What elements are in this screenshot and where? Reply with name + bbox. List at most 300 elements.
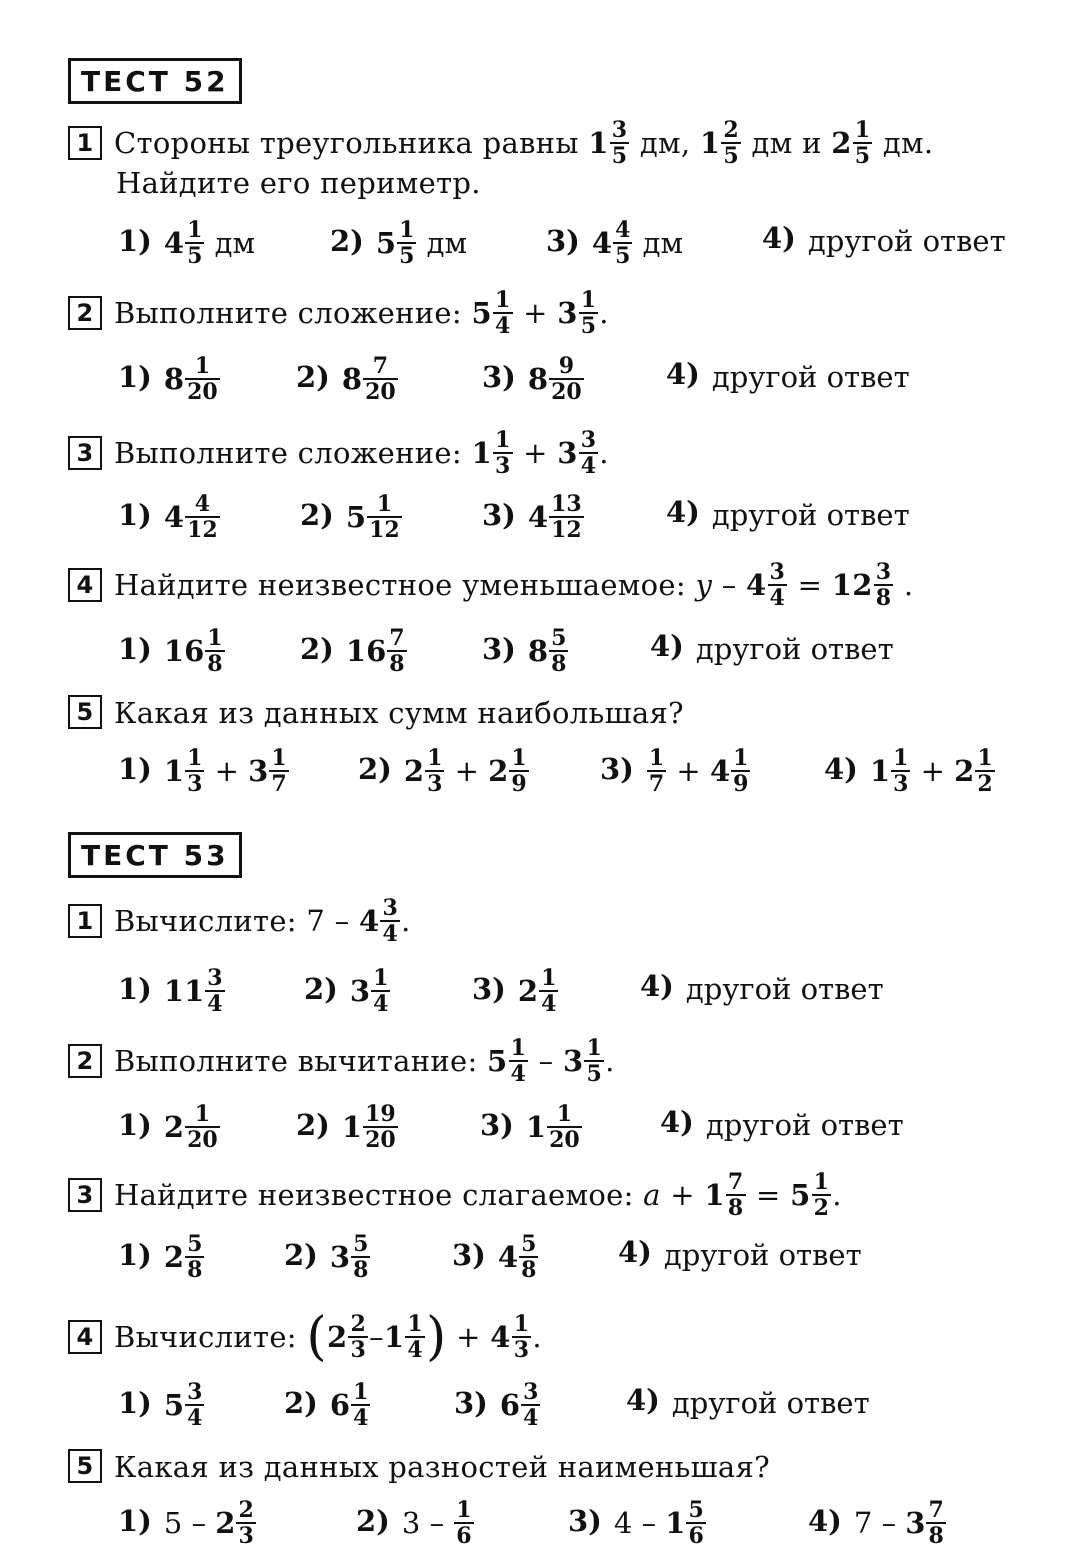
- fraction-numerator: 9: [549, 354, 584, 380]
- mixed-number-whole: 1: [163, 754, 185, 788]
- text-segment: Найдите неизвестное слагаемое:: [114, 1178, 644, 1212]
- fraction-numerator: 1: [813, 1169, 830, 1195]
- fraction-denominator: 9: [733, 771, 749, 797]
- fraction-denominator: 20: [187, 379, 218, 405]
- answer-option: [118, 218, 255, 268]
- mixed-number-whole: 16: [163, 634, 205, 668]
- answer-expression: [592, 218, 683, 268]
- fraction-numerator: 1: [510, 1035, 527, 1061]
- fraction-numerator: 1: [399, 217, 415, 243]
- fraction-numerator: 1: [271, 745, 287, 771]
- question-text: [114, 428, 609, 478]
- text-segment: 3 –: [401, 1506, 454, 1540]
- text-segment: Выполните сложение:: [114, 296, 472, 330]
- fraction-numerator: 1: [187, 745, 203, 771]
- fraction-denominator: 5: [854, 143, 871, 169]
- answer-number: 1): [118, 752, 152, 786]
- fraction-numerator: 5: [187, 1231, 203, 1257]
- answer-expression: [808, 219, 1006, 261]
- fraction-numerator: 1: [494, 287, 511, 313]
- answer-options: [118, 1379, 1018, 1431]
- fraction-numerator: 1: [977, 745, 993, 771]
- fraction-denominator: 4: [353, 1405, 369, 1431]
- mixed-number-whole: 16: [345, 634, 387, 668]
- text-segment: другой ответ: [705, 1108, 904, 1142]
- fraction: [185, 218, 204, 268]
- fraction-denominator: 9: [511, 771, 527, 797]
- answer-number: 4): [626, 1383, 660, 1417]
- answer-option: [118, 1102, 221, 1152]
- text-segment: Вычислите: 7 –: [114, 904, 359, 938]
- question-number-box: 2: [68, 1044, 102, 1078]
- fraction-numerator: 3: [875, 559, 892, 585]
- answer-number: 2): [296, 360, 330, 394]
- fraction: [493, 288, 513, 338]
- fraction-numerator: 7: [389, 625, 405, 651]
- mixed-number-whole: 3: [905, 1506, 926, 1540]
- question-number-box: 3: [68, 436, 102, 470]
- answer-expression: [330, 1232, 372, 1282]
- answer-number: 3): [454, 1386, 488, 1420]
- answer-option: [118, 1232, 205, 1282]
- text-segment: другой ответ: [711, 360, 910, 394]
- answer-option: [118, 746, 290, 796]
- fraction-numerator: 1: [207, 625, 223, 651]
- text-segment: .: [599, 296, 609, 330]
- answer-number: 1): [118, 1386, 152, 1420]
- variable: y: [695, 568, 713, 602]
- mixed-number-whole: 1: [383, 1320, 405, 1354]
- fraction-numerator: 13: [551, 491, 582, 517]
- mixed-number-whole: 2: [326, 1320, 348, 1354]
- answer-expression: [342, 354, 399, 404]
- answer-expression: [164, 1232, 206, 1282]
- fraction: [348, 1312, 368, 1362]
- fraction: [363, 1102, 398, 1152]
- mixed-number-whole: 6: [499, 1388, 521, 1422]
- variable: a: [643, 1178, 661, 1212]
- answer-option: [482, 492, 585, 542]
- answer-number: 3): [452, 1238, 486, 1272]
- answer-expression: [164, 492, 221, 542]
- fraction-denominator: 2: [813, 1195, 830, 1221]
- fraction: [185, 1380, 204, 1430]
- fraction-denominator: 4: [382, 921, 399, 947]
- answer-number: 3): [546, 224, 580, 258]
- fraction-denominator: 3: [238, 1523, 254, 1549]
- answer-expression: [706, 1103, 904, 1145]
- fraction-numerator: 1: [185, 1102, 220, 1128]
- answer-number: 3): [482, 360, 516, 394]
- answer-expression: [870, 746, 996, 796]
- answer-number: 3): [482, 632, 516, 666]
- text-segment: =: [746, 1178, 791, 1212]
- answer-expression: [500, 1380, 542, 1430]
- fraction: [521, 1380, 540, 1430]
- answer-expression: [342, 1102, 399, 1152]
- answer-number: 3): [568, 1504, 602, 1538]
- answer-option: [118, 492, 221, 542]
- mixed-number-whole: 1: [665, 1506, 686, 1540]
- parenthesis: (: [306, 1307, 327, 1367]
- mixed-number-whole: 5: [790, 1178, 811, 1212]
- fraction-denominator: 3: [893, 771, 909, 797]
- mixed-number-whole: 4: [709, 754, 731, 788]
- question-text: [114, 560, 913, 610]
- fraction: [926, 1498, 945, 1548]
- text-segment: другой ответ: [671, 1386, 870, 1420]
- fraction-denominator: 5: [399, 243, 415, 269]
- text-segment: Какая из данных разностей наименьшая?: [114, 1450, 770, 1484]
- fraction-denominator: 3: [513, 1337, 530, 1363]
- answer-number: 3): [472, 972, 506, 1006]
- fraction: [891, 746, 910, 796]
- fraction-numerator: 3: [207, 965, 223, 991]
- fraction-denominator: 20: [549, 1127, 580, 1153]
- mixed-number-whole: 4: [527, 500, 549, 534]
- answer-expression: [518, 966, 560, 1016]
- mixed-number-whole: 4: [490, 1320, 511, 1354]
- answer-expression: [528, 492, 585, 542]
- answer-expression: [346, 626, 408, 676]
- answer-number: 1): [118, 1238, 152, 1272]
- answer-number: 3): [482, 498, 516, 532]
- answer-option: [356, 1498, 475, 1548]
- answer-option: [284, 1380, 371, 1430]
- text-segment: Выполните вычитание:: [114, 1044, 488, 1078]
- question-line: [68, 690, 684, 733]
- answer-options: [118, 745, 1018, 797]
- answer-number: 2): [296, 1108, 330, 1142]
- fraction-numerator: 7: [928, 1497, 944, 1523]
- fraction-denominator: 4: [187, 1405, 203, 1431]
- text-segment: +: [445, 754, 489, 788]
- answer-options: [118, 625, 1018, 677]
- answer-number: 2): [356, 1504, 390, 1538]
- fraction-denominator: 12: [551, 517, 582, 543]
- fraction: [371, 966, 390, 1016]
- answer-option: [358, 746, 530, 796]
- answer-option: [118, 966, 226, 1016]
- fraction: [584, 1036, 604, 1086]
- fraction-denominator: 2: [977, 771, 993, 797]
- fraction: [975, 746, 994, 796]
- text-segment: .: [532, 1320, 542, 1354]
- mixed-number-whole: 3: [349, 974, 371, 1008]
- answer-number: 4): [762, 221, 796, 255]
- fraction-denominator: 3: [427, 771, 443, 797]
- answer-option: [640, 966, 884, 1009]
- answer-number: 1): [118, 498, 152, 532]
- fraction: [726, 1170, 746, 1220]
- answer-option: [626, 1380, 870, 1423]
- test-title: ТЕСТ 52: [68, 58, 242, 104]
- fraction: [549, 354, 584, 404]
- fraction-denominator: 12: [369, 517, 400, 543]
- answer-option: [600, 746, 751, 796]
- fraction-denominator: 3: [494, 453, 511, 479]
- fraction-denominator: 8: [551, 651, 567, 677]
- answer-option: [118, 1498, 257, 1548]
- answer-expression: [164, 1102, 221, 1152]
- answer-number: 1): [118, 1504, 152, 1538]
- text-segment: +: [513, 436, 558, 470]
- answer-number: 1): [118, 972, 152, 1006]
- text-segment: .: [401, 904, 411, 938]
- answer-option: [650, 626, 894, 669]
- answer-number: 1): [118, 224, 152, 258]
- answer-number: 2): [284, 1238, 318, 1272]
- fraction-denominator: 8: [928, 1523, 944, 1549]
- question-text: [114, 691, 684, 733]
- answer-option: [824, 746, 996, 796]
- question-line: [68, 1170, 842, 1220]
- answer-expression: [664, 1233, 862, 1275]
- answer-number: 2): [330, 224, 364, 258]
- question-text: [114, 1170, 842, 1220]
- fraction-numerator: 3: [611, 117, 628, 143]
- mixed-number-whole: 11: [163, 974, 205, 1008]
- question-number-box: 4: [68, 1320, 102, 1354]
- text-segment: дм и: [742, 126, 832, 160]
- answer-expression: [346, 492, 403, 542]
- answer-option: [666, 354, 910, 397]
- mixed-number-whole: 3: [248, 754, 269, 788]
- answer-expression: [696, 627, 894, 669]
- fraction-numerator: 1: [893, 745, 909, 771]
- answer-number: 3): [600, 752, 634, 786]
- fraction-numerator: 3: [580, 427, 597, 453]
- text-segment: другой ответ: [685, 972, 884, 1006]
- text-segment: 4 –: [613, 1506, 666, 1540]
- fraction: [549, 626, 568, 676]
- fraction-numerator: 1: [854, 117, 871, 143]
- fraction: [380, 896, 400, 946]
- question-number-box: 5: [68, 695, 102, 729]
- answer-option: [300, 492, 403, 542]
- text-segment: +: [911, 754, 955, 788]
- answer-number: 4): [640, 969, 674, 1003]
- fraction: [405, 1312, 425, 1362]
- fraction-numerator: 1: [586, 1035, 603, 1061]
- question-number-box: 5: [68, 1449, 102, 1483]
- fraction-denominator: 6: [688, 1523, 704, 1549]
- fraction-denominator: 3: [350, 1337, 367, 1363]
- mixed-number-whole: 2: [403, 754, 425, 788]
- text-segment: дм: [417, 226, 468, 260]
- fraction: [539, 966, 558, 1016]
- mixed-number-whole: 2: [163, 1110, 185, 1144]
- answer-options: [118, 353, 1018, 405]
- answer-option: [304, 966, 391, 1016]
- answer-number: 4): [824, 752, 858, 786]
- fraction-denominator: 20: [365, 379, 396, 405]
- answer-option: [296, 1102, 399, 1152]
- answer-option: [482, 626, 569, 676]
- fraction-numerator: 1: [494, 427, 511, 453]
- question-text: [114, 1445, 770, 1487]
- fraction: [579, 288, 599, 338]
- answer-options: [118, 965, 1018, 1017]
- fraction-denominator: 4: [373, 991, 389, 1017]
- answer-number: 4): [666, 357, 700, 391]
- fraction-denominator: 8: [875, 585, 892, 611]
- answer-number: 2): [358, 752, 392, 786]
- mixed-number-whole: 5: [375, 226, 397, 260]
- text-segment: дм,: [630, 126, 700, 160]
- answer-number: 1): [118, 632, 152, 666]
- text-segment: .: [832, 1178, 842, 1212]
- fraction-denominator: 12: [187, 517, 218, 543]
- fraction-numerator: 1: [367, 492, 402, 518]
- fraction-denominator: 3: [187, 771, 203, 797]
- fraction: [853, 118, 873, 168]
- mixed-number-whole: 3: [557, 436, 578, 470]
- answer-number: 2): [300, 498, 334, 532]
- question-number-box: 3: [68, 1178, 102, 1212]
- fraction-denominator: 4: [523, 1405, 539, 1431]
- answer-expression: [164, 354, 221, 404]
- fraction-numerator: 5: [551, 625, 567, 651]
- question-text: [116, 161, 481, 203]
- text-segment: другой ответ: [807, 224, 1006, 258]
- fraction: [721, 118, 741, 168]
- fraction-numerator: 1: [648, 745, 665, 771]
- question-text: [114, 1307, 542, 1367]
- question-line: [68, 288, 609, 338]
- fraction: [549, 492, 584, 542]
- fraction: [367, 492, 402, 542]
- mixed-number-whole: 1: [471, 436, 492, 470]
- answer-expression: [528, 354, 585, 404]
- answer-expression: [646, 746, 752, 796]
- answer-number: 2): [304, 972, 338, 1006]
- text-segment: +: [446, 1320, 491, 1354]
- fraction: [610, 118, 630, 168]
- fraction: [768, 560, 788, 610]
- mixed-number-whole: 1: [869, 754, 891, 788]
- fraction-denominator: 20: [365, 1127, 396, 1153]
- fraction: [185, 1102, 220, 1152]
- answer-number: 4): [650, 629, 684, 663]
- answer-number: 1): [118, 360, 152, 394]
- mixed-number-whole: 4: [591, 226, 613, 260]
- answer-expression: [686, 967, 884, 1009]
- text-segment: дм: [633, 226, 684, 260]
- answer-option: [568, 1498, 707, 1548]
- mixed-number-whole: 1: [588, 126, 609, 160]
- mixed-number-whole: 3: [557, 296, 578, 330]
- fraction: [236, 1498, 255, 1548]
- fraction-denominator: 4: [207, 991, 223, 1017]
- mixed-number-whole: 1: [704, 1178, 725, 1212]
- answer-option: [482, 354, 585, 404]
- mixed-number-whole: 3: [329, 1240, 351, 1274]
- text-segment: .: [894, 568, 914, 602]
- text-segment: Вычислите:: [114, 1320, 307, 1354]
- answer-number: 4): [618, 1235, 652, 1269]
- question-number-box: 1: [68, 904, 102, 938]
- test-title: ТЕСТ 53: [68, 832, 242, 878]
- fraction-denominator: 5: [615, 243, 631, 269]
- answer-expression: [164, 1380, 206, 1430]
- fraction: [351, 1232, 370, 1282]
- answer-option: [300, 626, 408, 676]
- mixed-number-whole: 4: [163, 226, 185, 260]
- fraction-numerator: 3: [523, 1379, 539, 1405]
- fraction-denominator: 5: [580, 313, 597, 339]
- answer-options: [118, 1231, 1018, 1283]
- answer-option: [480, 1102, 583, 1152]
- answer-option: [546, 218, 683, 268]
- fraction-denominator: 5: [586, 1061, 603, 1087]
- mixed-number-whole: 6: [329, 1388, 351, 1422]
- fraction-denominator: 8: [727, 1195, 744, 1221]
- answer-option: [118, 354, 221, 404]
- fraction-denominator: 20: [187, 1127, 218, 1153]
- answer-options: [118, 217, 1018, 269]
- answer-option: [762, 218, 1006, 261]
- answer-option: [660, 1102, 904, 1145]
- fraction: [647, 746, 666, 796]
- fraction-numerator: 1: [580, 287, 597, 313]
- fraction-numerator: 1: [511, 745, 527, 771]
- fraction-numerator: 5: [353, 1231, 369, 1257]
- question-text: [114, 1036, 615, 1086]
- fraction-numerator: 1: [547, 1102, 582, 1128]
- answer-expression: [402, 1498, 475, 1548]
- fraction: [185, 1232, 204, 1282]
- answer-number: 3): [480, 1108, 514, 1142]
- fraction-numerator: 1: [353, 1379, 369, 1405]
- fraction: [387, 626, 406, 676]
- answer-number: 4): [666, 495, 700, 529]
- fraction: [579, 428, 599, 478]
- answer-expression: [404, 746, 530, 796]
- mixed-number-whole: 4: [497, 1240, 519, 1274]
- answer-number: 2): [284, 1386, 318, 1420]
- answer-option: [118, 626, 226, 676]
- answer-option: [118, 1380, 205, 1430]
- mixed-number-whole: 1: [699, 126, 721, 160]
- fraction: [185, 354, 220, 404]
- answer-expression: [712, 355, 910, 397]
- text-segment: –: [369, 1320, 384, 1354]
- mixed-number-whole: 4: [746, 568, 767, 602]
- fraction: [454, 1498, 473, 1548]
- mixed-number-whole: 3: [562, 1044, 584, 1078]
- answer-options: [118, 1101, 1018, 1153]
- text-segment: .: [605, 1044, 615, 1078]
- answer-option: [296, 354, 399, 404]
- question-line: [116, 160, 481, 203]
- text-segment: 5 –: [163, 1506, 216, 1540]
- fraction-numerator: 1: [513, 1311, 530, 1337]
- answer-number: 2): [300, 632, 334, 666]
- answer-expression: [164, 966, 226, 1016]
- mixed-number-whole: 1: [341, 1110, 363, 1144]
- text-segment: другой ответ: [695, 632, 894, 666]
- fraction: [351, 1380, 370, 1430]
- mixed-number-whole: 5: [487, 1044, 508, 1078]
- question-number-box: 4: [68, 568, 102, 602]
- answer-number: 4): [660, 1105, 694, 1139]
- fraction: [397, 218, 416, 268]
- answer-expression: [854, 1498, 947, 1548]
- fraction-numerator: 5: [688, 1497, 704, 1523]
- text-segment: дм: [205, 226, 256, 260]
- answer-option: [284, 1232, 371, 1282]
